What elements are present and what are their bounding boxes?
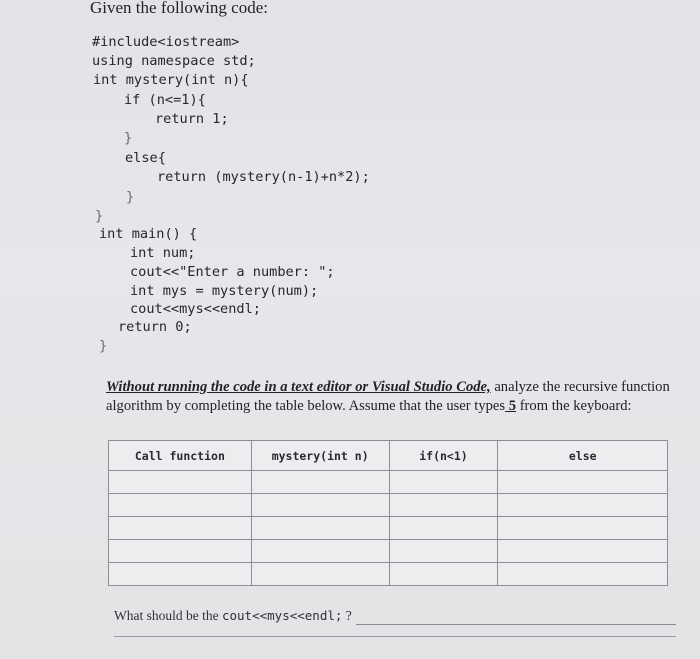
table-cell[interactable] — [251, 517, 389, 540]
instructions-paragraph — [106, 378, 691, 416]
question-text — [114, 608, 352, 624]
instructions-text: analyze the recursive function algorithm by completing the table below. Assume that the user types — [106, 379, 670, 414]
table-cell[interactable] — [251, 494, 389, 517]
table-cell[interactable] — [109, 471, 252, 494]
instructions-emphasis: Without running the code in a text editor or Visual Studio Code, — [106, 379, 491, 395]
code-line: if (n<=1){ — [124, 92, 206, 108]
table-row — [109, 471, 668, 494]
table-row — [109, 563, 668, 586]
answer-line[interactable] — [114, 636, 676, 637]
table-cell[interactable] — [498, 540, 668, 563]
table-cell[interactable] — [389, 540, 498, 563]
question-suffix: ? — [342, 608, 352, 623]
table-cell[interactable] — [498, 517, 668, 540]
code-line: cout<<mys<<endl; — [130, 301, 261, 317]
table-header-cell: Call function — [109, 441, 252, 471]
code-line: } — [126, 189, 135, 205]
page-heading: Given the following code: — [90, 0, 268, 17]
code-line: using namespace std; — [92, 53, 256, 69]
table-cell[interactable] — [389, 471, 498, 494]
table-header-row — [109, 441, 668, 471]
table-header-cell: else — [498, 441, 668, 471]
instructions-text-end: from the keyboard: — [516, 398, 632, 414]
table-cell[interactable] — [389, 563, 498, 586]
table-cell[interactable] — [251, 471, 389, 494]
code-line: } — [99, 338, 108, 354]
question-prefix: What should be the — [114, 608, 222, 623]
table-cell[interactable] — [498, 563, 668, 586]
code-line: cout<<"Enter a number: "; — [130, 264, 335, 280]
table-cell[interactable] — [109, 517, 252, 540]
code-line: return 1; — [155, 111, 229, 127]
table-cell[interactable] — [109, 563, 252, 586]
question-code: cout<<mys<<endl; — [221, 608, 343, 623]
table-row — [109, 517, 668, 540]
table-cell[interactable] — [389, 517, 498, 540]
code-line: } — [95, 208, 104, 224]
table-cell[interactable] — [498, 494, 668, 517]
table-cell[interactable] — [109, 540, 252, 563]
code-line: int mystery(int n){ — [93, 72, 249, 88]
table-cell[interactable] — [251, 563, 389, 586]
table-cell[interactable] — [251, 540, 389, 563]
code-line: int main() { — [99, 226, 198, 242]
instructions-number: 5 — [505, 398, 517, 414]
table-cell[interactable] — [109, 494, 252, 517]
code-line: else{ — [125, 150, 166, 166]
trace-table — [108, 440, 668, 586]
table-cell[interactable] — [498, 471, 668, 494]
code-line: return (mystery(n-1)+n*2); — [157, 169, 370, 185]
code-line: #include<iostream> — [92, 34, 240, 50]
table-row — [109, 540, 668, 563]
table-header-cell: if(n<1) — [389, 441, 498, 471]
code-line: return 0; — [118, 319, 192, 335]
answer-line[interactable] — [356, 624, 676, 625]
table-header-cell: mystery(int n) — [251, 441, 389, 471]
code-line: int num; — [130, 245, 196, 261]
code-line: int mys = mystery(num); — [130, 283, 319, 299]
table-row — [109, 494, 668, 517]
table-cell[interactable] — [389, 494, 498, 517]
code-line: } — [124, 130, 133, 146]
